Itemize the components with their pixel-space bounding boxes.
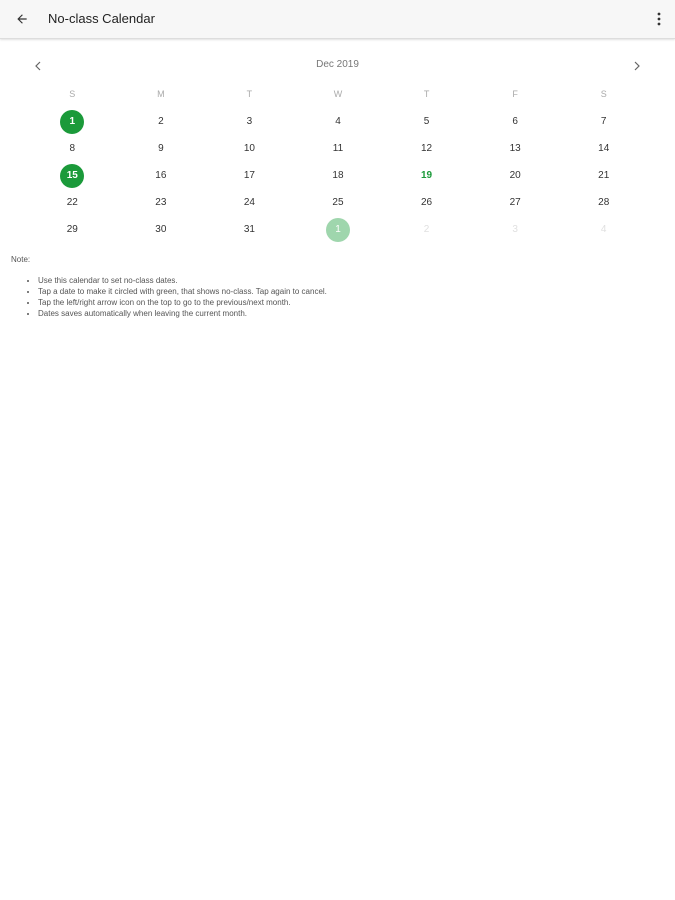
calendar-day-number: 6 — [512, 116, 518, 127]
calendar-day-number: 10 — [243, 143, 255, 154]
calendar-day[interactable] — [28, 135, 117, 162]
calendar-day[interactable] — [294, 189, 383, 216]
weekday-label: M — [157, 89, 165, 99]
note-label: Note: — [11, 255, 31, 264]
calendar-day[interactable] — [471, 108, 560, 135]
calendar-day[interactable] — [28, 189, 117, 216]
calendar-day[interactable] — [294, 108, 383, 135]
calendar-day[interactable] — [559, 189, 648, 216]
more-vert-icon — [657, 12, 661, 26]
calendar-day[interactable] — [117, 108, 206, 135]
note-item: • Dates saves automatically when leaving the current month. — [38, 308, 327, 319]
arrow-left-icon — [15, 12, 29, 26]
calendar-day-number: 25 — [332, 197, 344, 208]
calendar-day-number: 23 — [155, 197, 167, 208]
calendar-day[interactable] — [294, 216, 383, 243]
calendar-day-number: 28 — [598, 197, 610, 208]
calendar-day[interactable] — [559, 216, 648, 243]
calendar-day-number: 27 — [509, 197, 521, 208]
month-title: Dec 2019 — [316, 59, 359, 70]
page-title: No-class Calendar — [48, 11, 155, 26]
calendar-day-number: 12 — [421, 143, 433, 154]
calendar-day-number: 17 — [243, 170, 255, 181]
calendar-day-number: 30 — [155, 224, 167, 235]
calendar-day[interactable] — [471, 216, 560, 243]
calendar-day-number: 2 — [158, 116, 164, 127]
calendar-day[interactable] — [205, 216, 294, 243]
calendar-day[interactable] — [559, 135, 648, 162]
weekday-label: T — [423, 89, 430, 99]
calendar-day-number: 18 — [332, 170, 344, 181]
calendar-day[interactable] — [559, 162, 648, 189]
calendar-day[interactable] — [471, 135, 560, 162]
calendar-day-number: 9 — [158, 143, 164, 154]
calendar-day-number: 16 — [155, 170, 167, 181]
calendar-day-number: 4 — [335, 116, 341, 127]
weekday-label: S — [600, 89, 607, 99]
calendar-day-number: 1 — [60, 110, 84, 134]
calendar-day[interactable] — [28, 162, 117, 189]
calendar-day-number: 24 — [243, 197, 255, 208]
calendar-day-number: 8 — [69, 143, 76, 154]
weekday-label: W — [333, 89, 343, 99]
calendar-day-number: 3 — [512, 224, 518, 235]
calendar-day[interactable] — [382, 135, 471, 162]
note-item: • Tap a date to make it circled with green, that shows no-class. Tap again to cancel. — [38, 286, 327, 297]
calendar-day[interactable] — [471, 162, 560, 189]
note-list — [24, 275, 327, 319]
calendar-day[interactable] — [382, 108, 471, 135]
weekday-label: T — [246, 89, 253, 99]
calendar-day-number: 15 — [60, 164, 84, 188]
weekday-label: S — [69, 89, 76, 99]
weekday-header — [28, 88, 648, 100]
calendar-day-number: 29 — [66, 224, 78, 235]
calendar-day-number: 1 — [326, 218, 350, 242]
calendar-day-number: 20 — [509, 170, 521, 181]
calendar-day[interactable] — [117, 189, 206, 216]
calendar-day[interactable] — [117, 135, 206, 162]
note-item: • Tap the left/right arrow icon on the top to go to the previous/next month. — [38, 297, 327, 308]
calendar-day[interactable] — [28, 216, 117, 243]
calendar-day-number: 31 — [243, 224, 255, 235]
calendar-grid — [28, 108, 648, 243]
overflow-menu-button[interactable] — [649, 7, 669, 31]
calendar-day[interactable] — [205, 108, 294, 135]
calendar-day[interactable] — [28, 108, 117, 135]
next-month-button[interactable] — [627, 56, 647, 76]
calendar-day[interactable] — [471, 189, 560, 216]
calendar-day[interactable] — [382, 162, 471, 189]
calendar-day-number: 22 — [66, 197, 78, 208]
calendar-day[interactable] — [294, 162, 383, 189]
calendar-day[interactable] — [205, 162, 294, 189]
calendar-day-number: 13 — [509, 143, 521, 154]
calendar-day-number: 3 — [246, 116, 253, 127]
calendar-day-number: 14 — [598, 143, 610, 154]
calendar-day-number: 7 — [600, 116, 607, 127]
calendar-day-number: 19 — [421, 170, 433, 181]
calendar-day[interactable] — [205, 189, 294, 216]
calendar-day[interactable] — [382, 216, 471, 243]
chevron-right-icon — [633, 61, 641, 71]
calendar-day[interactable] — [117, 162, 206, 189]
calendar-day[interactable] — [382, 189, 471, 216]
calendar-day[interactable] — [559, 108, 648, 135]
calendar-day-number: 26 — [421, 197, 433, 208]
calendar-day-number: 5 — [423, 116, 430, 127]
weekday-label: F — [512, 89, 518, 99]
calendar-day[interactable] — [205, 135, 294, 162]
note-item: • Use this calendar to set no-class dates. — [38, 275, 327, 286]
calendar-day-number: 4 — [600, 224, 607, 235]
calendar-day[interactable] — [294, 135, 383, 162]
calendar-day-number: 21 — [598, 170, 610, 181]
calendar-day-number: 11 — [332, 143, 344, 154]
calendar-header — [24, 56, 651, 76]
back-button[interactable] — [8, 5, 36, 33]
app-bar — [0, 0, 675, 39]
calendar-day[interactable] — [117, 216, 206, 243]
calendar-day-number: 2 — [423, 224, 430, 235]
